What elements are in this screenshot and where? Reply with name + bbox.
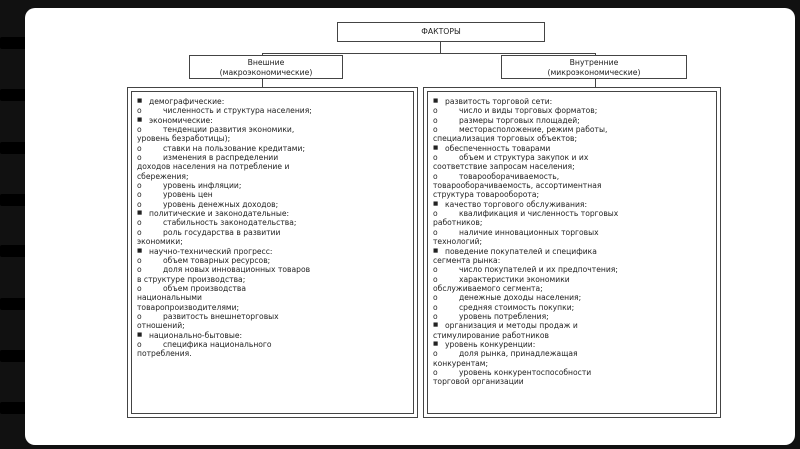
factor-subitem-text: денежные доходы населения; bbox=[459, 293, 582, 303]
factor-group-item: ■ научно-технический прогресс: bbox=[137, 247, 412, 256]
factor-subitem bbox=[137, 200, 412, 209]
factor-subitem bbox=[137, 228, 412, 237]
list-marker: o bbox=[433, 209, 438, 219]
factor-subitem-text: уровень цен bbox=[163, 190, 213, 200]
factor-subitem-text: изменения в распределении bbox=[163, 153, 279, 163]
external-factors-box bbox=[189, 55, 343, 79]
factor-subitem-text: уровень денежных доходов; bbox=[163, 199, 279, 209]
factor-subitem-text: квалификация и численность торговых bbox=[459, 209, 619, 219]
list-marker: o bbox=[433, 106, 438, 116]
factor-subitem-text: число и виды торговых форматов; bbox=[459, 106, 598, 116]
factor-subitem bbox=[137, 256, 412, 265]
list-marker: o bbox=[137, 265, 142, 275]
factor-continuation-line: соответствие запросам населения; bbox=[433, 162, 575, 172]
factors-title: ФАКТОРЫ bbox=[421, 27, 461, 36]
internal-factors-box bbox=[501, 55, 687, 79]
factor-group-item: ■ качество торгового обслуживания: bbox=[433, 200, 715, 209]
factor-subitem bbox=[433, 312, 715, 321]
factor-group-item: ■ национально-бытовые: bbox=[137, 331, 412, 340]
list-marker: o bbox=[137, 190, 142, 200]
factor-subitem-text: размеры торговых площадей; bbox=[459, 115, 580, 125]
factor-subitem-text: товарооборачиваемость, bbox=[459, 171, 560, 181]
connector-stem bbox=[440, 42, 441, 53]
factor-subitem bbox=[137, 284, 412, 293]
factor-subitem-text: средняя стоимость покупки; bbox=[459, 302, 575, 312]
factor-continuation-line: работников; bbox=[433, 218, 483, 228]
factor-subitem bbox=[137, 144, 412, 153]
factor-continuation-line: структура товарооборота; bbox=[433, 190, 540, 200]
list-marker: o bbox=[433, 349, 438, 359]
list-marker: o bbox=[137, 143, 142, 153]
internal-factors-list bbox=[433, 97, 715, 387]
factor-subitem bbox=[137, 312, 412, 321]
factor-continuation-line: потребления. bbox=[137, 349, 192, 359]
list-marker: o bbox=[137, 153, 142, 163]
factor-group-item: ■ экономические: bbox=[137, 116, 412, 125]
factor-continuation-line: доходов населения на потребление и bbox=[137, 162, 290, 172]
factor-continuation-line: специализация торговых объектов; bbox=[433, 134, 578, 144]
factor-continuation-line: национальными bbox=[137, 293, 202, 303]
factor-subitem bbox=[433, 228, 715, 237]
list-marker: o bbox=[433, 302, 438, 312]
factor-group-item: ■ поведение покупателей и специфика bbox=[433, 247, 715, 256]
factor-subitem bbox=[433, 172, 715, 181]
factor-subitem-text: месторасположение, режим работы, bbox=[459, 125, 608, 135]
factors-title-box bbox=[337, 22, 545, 42]
list-marker: o bbox=[433, 227, 438, 237]
factor-subitem bbox=[137, 106, 412, 115]
factor-subitem bbox=[433, 209, 715, 218]
factor-continuation-line: экономики; bbox=[137, 237, 183, 247]
factor-subitem bbox=[137, 125, 412, 134]
factor-subitem-text: специфика национального bbox=[163, 339, 272, 349]
internal-factors-subtitle: (микроэкономические) bbox=[547, 68, 641, 77]
factor-subitem-text: уровень инфляции; bbox=[163, 181, 242, 191]
factor-subitem bbox=[433, 368, 715, 377]
list-marker: o bbox=[137, 125, 142, 135]
external-factors-list bbox=[137, 97, 412, 359]
external-factors-subtitle: (макроэкономические) bbox=[219, 68, 313, 77]
factor-subitem-text: доля рынка, принадлежащая bbox=[459, 349, 578, 359]
factor-continuation-line: отношений; bbox=[137, 321, 185, 331]
factor-subitem bbox=[137, 340, 412, 349]
factor-continuation-line: уровень безработицы); bbox=[137, 134, 231, 144]
factor-subitem-text: наличие инновационных торговых bbox=[459, 227, 599, 237]
list-marker: o bbox=[137, 283, 142, 293]
factor-subitem-text: доля новых инновационных товаров bbox=[163, 265, 311, 275]
factor-subitem bbox=[137, 218, 412, 227]
factor-group-item: ■ уровень конкуренции: bbox=[433, 340, 715, 349]
factor-continuation-line: товарооборачиваемость, ассортиментная bbox=[433, 181, 602, 191]
list-marker: o bbox=[137, 181, 142, 191]
factor-subitem bbox=[137, 153, 412, 162]
factor-continuation-line: торговой организации bbox=[433, 377, 524, 387]
list-marker: o bbox=[137, 199, 142, 209]
factor-subitem bbox=[433, 106, 715, 115]
connector-left-down bbox=[262, 79, 263, 87]
factor-subitem bbox=[137, 265, 412, 274]
list-marker: o bbox=[433, 125, 438, 135]
factor-subitem bbox=[433, 116, 715, 125]
factor-continuation-line: сбережения; bbox=[137, 171, 189, 181]
factor-subitem-text: уровень конкурентоспособности bbox=[459, 367, 592, 377]
list-marker: o bbox=[433, 311, 438, 321]
factor-group-item: ■ обеспеченность товарами bbox=[433, 144, 715, 153]
list-marker: o bbox=[433, 171, 438, 181]
factor-subitem bbox=[433, 349, 715, 358]
list-marker: o bbox=[433, 367, 438, 377]
factor-group-item: ■ демографические: bbox=[137, 97, 412, 106]
list-marker: o bbox=[433, 274, 438, 284]
internal-factors-title: Внутренние bbox=[569, 58, 619, 67]
factor-subitem bbox=[433, 153, 715, 162]
factor-continuation-line: обслуживаемого сегмента; bbox=[433, 283, 543, 293]
factor-subitem bbox=[137, 190, 412, 199]
connector-right-down bbox=[595, 79, 596, 87]
list-marker: o bbox=[137, 106, 142, 116]
factor-subitem-text: уровень потребления; bbox=[459, 311, 549, 321]
external-factors-title: Внешние bbox=[247, 58, 285, 67]
list-marker: o bbox=[433, 265, 438, 275]
factor-subitem-text: объем и структура закупок и их bbox=[459, 153, 589, 163]
factor-group-item: ■ политические и законодательные: bbox=[137, 209, 412, 218]
factor-subitem-text: численность и структура населения; bbox=[163, 106, 312, 116]
list-marker: o bbox=[137, 311, 142, 321]
factor-subitem-text: объем товарных ресурсов; bbox=[163, 255, 271, 265]
factor-group-item: ■ развитость торговой сети: bbox=[433, 97, 715, 106]
list-marker: o bbox=[433, 293, 438, 303]
list-marker: o bbox=[137, 255, 142, 265]
factor-subitem-text: ставки на пользование кредитами; bbox=[163, 143, 305, 153]
factor-subitem bbox=[433, 125, 715, 134]
factor-continuation-line: сегмента рынка: bbox=[433, 255, 501, 265]
list-marker: o bbox=[137, 218, 142, 228]
factor-subitem-text: тенденции развития экономики, bbox=[163, 125, 295, 135]
list-marker: o bbox=[433, 153, 438, 163]
factor-subitem bbox=[433, 303, 715, 312]
factor-subitem-text: развитость внешнеторговых bbox=[163, 311, 279, 321]
connector-horizontal bbox=[262, 53, 596, 54]
factor-continuation-line: конкурентам; bbox=[433, 358, 489, 368]
factor-continuation-line: стимулирование работников bbox=[433, 330, 549, 340]
list-marker: o bbox=[433, 115, 438, 125]
factor-subitem-text: роль государства в развитии bbox=[163, 227, 281, 237]
factor-continuation-line: товаропроизводителями; bbox=[137, 302, 240, 312]
factor-subitem-text: число покупателей и их предпочтения; bbox=[459, 265, 618, 275]
factor-subitem bbox=[433, 275, 715, 284]
factor-subitem-text: характеристики экономики bbox=[459, 274, 570, 284]
list-marker: o bbox=[137, 339, 142, 349]
list-marker: o bbox=[137, 227, 142, 237]
factor-continuation-line: технологий; bbox=[433, 237, 483, 247]
factor-subitem bbox=[433, 265, 715, 274]
factor-group-item: ■ организация и методы продаж и bbox=[433, 321, 715, 330]
factor-subitem bbox=[137, 181, 412, 190]
factor-subitem-text: объем производства bbox=[163, 283, 247, 293]
factor-subitem-text: стабильность законодательства; bbox=[163, 218, 297, 228]
factor-subitem bbox=[433, 293, 715, 302]
factor-continuation-line: в структуре производства; bbox=[137, 274, 246, 284]
